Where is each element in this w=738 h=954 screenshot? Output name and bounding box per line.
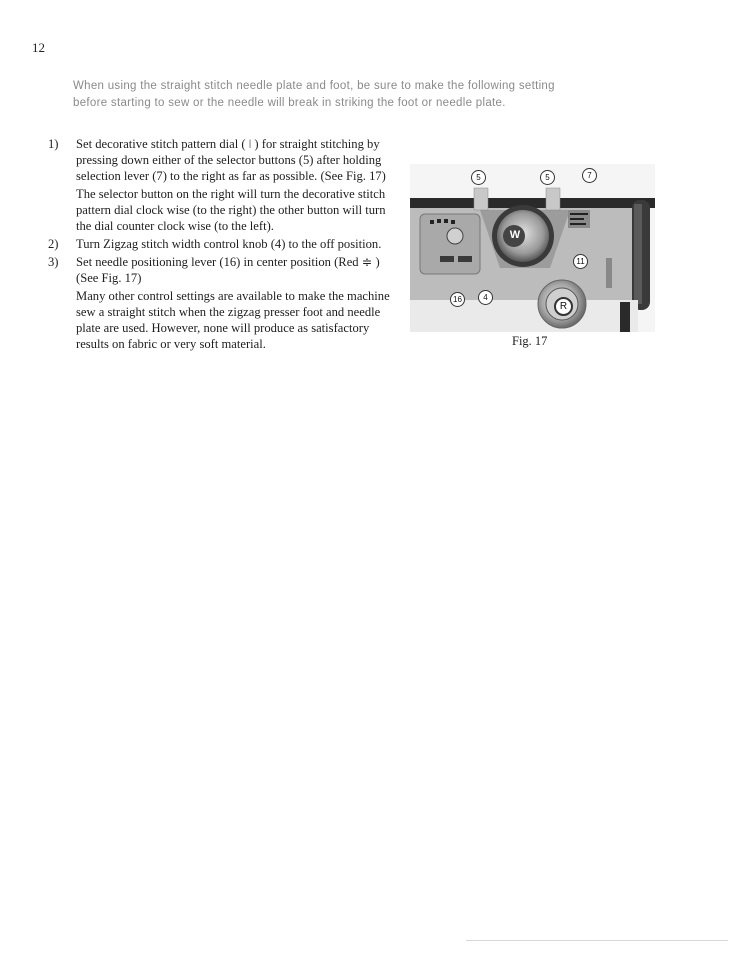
step-extra-text: Many other control settings are available to make the machine sew a straight stitch when the zigzag presser foot and needle plate are used. However, none will produce as satisfactory results on fabric or very soft material.	[76, 289, 390, 351]
instruction-steps	[40, 136, 390, 354]
callout-7: 7	[582, 168, 597, 183]
callout-5-right: 5	[540, 170, 555, 185]
sewing-machine-figure	[410, 164, 655, 332]
intro-paragraph	[73, 78, 673, 112]
step-number: 2)	[48, 237, 59, 251]
step-number: 3)	[48, 255, 59, 269]
intro-line-1: When using the straight stitch needle plate and foot, be sure to make the following setting	[73, 80, 555, 92]
step-number: 1)	[48, 137, 59, 151]
bottom-divider	[466, 940, 728, 941]
callout-11: 11	[573, 254, 588, 269]
callout-4: 4	[478, 290, 493, 305]
step-text: Set needle positioning lever (16) in center position (Red ≑ ) (See Fig. 17)	[76, 255, 380, 285]
dial-logo: W	[509, 229, 521, 241]
callout-5-left: 5	[471, 170, 486, 185]
step-3	[40, 254, 390, 352]
step-2	[40, 236, 390, 252]
step-text: Set decorative stitch pattern dial ( ǀ ) for straight stitching by pressing down either of the selector buttons (5) after holding selection lever (7) to the right as far as possible. (See Fig. 17)	[76, 137, 386, 183]
step-text: Turn Zigzag stitch width control knob (4) to the off position.	[76, 237, 382, 251]
reverse-button-label: R	[554, 297, 573, 316]
figure-caption: Fig. 17	[512, 334, 548, 348]
intro-line-2: before starting to sew or the needle will break in striking the foot or needle plate.	[73, 97, 506, 109]
page-number: 12	[32, 40, 45, 55]
callout-16: 16	[450, 292, 465, 307]
step-1	[40, 136, 390, 234]
sewing-machine-photo-icon	[410, 164, 655, 332]
step-extra-text: The selector button on the right will turn the decorative stitch pattern dial clock wise (to the right) the other button will turn the dial counter clock wise (to the left).	[76, 187, 386, 233]
